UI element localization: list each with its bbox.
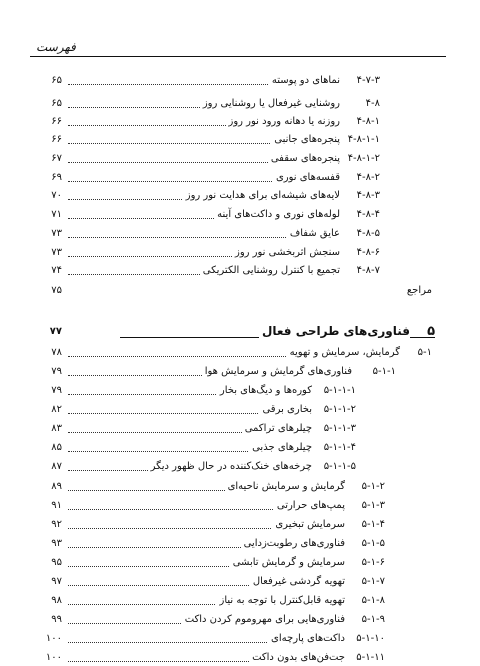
page-number: ۹۷ (51, 576, 62, 587)
section-number: ۵-۱-۱-۵ (323, 461, 356, 472)
page-number: ۷۳ (51, 247, 62, 258)
toc-row (0, 458, 480, 475)
section-number: ۴-۷-۳ (356, 75, 380, 86)
page-number: ۷۷ (49, 326, 62, 337)
section-number: ۵-۱-۱۱ (356, 652, 385, 663)
section-title: فناوری‌های طراحی فعال (259, 323, 410, 340)
toc-row (0, 478, 480, 495)
page-number: ۸۵ (51, 442, 62, 453)
section-title: گرمایش، سرمایش و تهویه (287, 344, 400, 361)
section-title: سنجش اثربخشی نور روز (232, 244, 340, 261)
section-title: روشنایی غیرفعال یا روشنایی روز (200, 95, 340, 112)
toc-row (0, 95, 480, 112)
section-number: ۵-۱ (417, 347, 432, 358)
toc-row (0, 225, 480, 242)
page-number: ۸۲ (51, 404, 62, 415)
toc-row (0, 150, 480, 167)
page-number: ۱۰۰ (45, 652, 62, 663)
toc-row (0, 649, 480, 666)
section-number: ۴-۸-۱ (356, 116, 380, 127)
section-title: تهویه قابل‌کنترل با توجه به نیاز (216, 592, 345, 609)
section-number: ۵-۱-۱ (372, 366, 396, 377)
toc-row (0, 554, 480, 571)
section-number: ۴-۸-۲ (356, 172, 380, 183)
page-number: ۶۶ (51, 116, 62, 127)
page-number: ۸۷ (51, 461, 62, 472)
section-number: ۵-۱-۱۰ (356, 633, 385, 644)
section-number: ۴-۸-۵ (356, 228, 380, 239)
section-number: ۴-۸-۱-۲ (347, 153, 380, 164)
page-number: ۹۸ (51, 595, 62, 606)
section-title: پمپ‌های حرارتی (274, 497, 345, 514)
header-rule (30, 56, 446, 57)
toc-row (0, 244, 480, 261)
section-number: ۴-۸-۴ (356, 209, 380, 220)
page-number: ۷۰ (51, 190, 62, 201)
toc-row (0, 573, 480, 590)
section-number: ۴-۸ (365, 98, 380, 109)
section-title: فناوری‌هایی برای مهروموم کردن داکت (182, 611, 345, 628)
section-title: پنجره‌های سقفی (268, 150, 340, 167)
toc-row (0, 497, 480, 514)
section-title: تجمیع با کنترل روشنایی الکتریکی (200, 262, 340, 279)
section-number: ۵-۱-۱-۱ (323, 385, 356, 396)
page-number: ۷۹ (51, 385, 62, 396)
section-title: فناوری‌های رطوبت‌زدایی (241, 535, 345, 552)
toc-row (0, 72, 480, 89)
section-title: نماهای دو پوسته (269, 72, 340, 89)
page-number: ۹۵ (51, 557, 62, 568)
section-number: ۵-۱-۵ (361, 538, 385, 549)
section-title: مراجع (404, 282, 432, 299)
section-title: روزنه یا دهانه ورود نور روز (226, 113, 340, 130)
section-number: ۵ (427, 324, 435, 339)
toc-row (0, 282, 480, 299)
toc-row (0, 592, 480, 609)
toc-row (0, 382, 480, 399)
page-number: ۹۱ (51, 500, 62, 511)
page-number: ۶۶ (51, 134, 62, 145)
section-title: جت‌فن‌های بدون داکت (249, 649, 345, 666)
section-title: لایه‌های شیشه‌ای برای هدایت نور روز (183, 187, 340, 204)
toc-row (0, 187, 480, 204)
page-number: ۶۷ (51, 153, 62, 164)
toc-row (0, 420, 480, 437)
page-number: ۹۹ (51, 614, 62, 625)
section-number: ۵-۱-۱-۴ (323, 442, 356, 453)
section-title: گرمایش و سرمایش ناحیه‌ای (225, 478, 345, 495)
toc-row (0, 113, 480, 130)
section-title: چیلرهای جذبی (249, 439, 312, 456)
toc-row (0, 401, 480, 418)
section-title: سرمایش و گرمایش تابشی (230, 554, 345, 571)
section-number: ۵-۱-۲ (361, 481, 385, 492)
section-number: ۵-۱-۶ (361, 557, 385, 568)
toc-row (0, 535, 480, 552)
page-number: ۷۴ (51, 265, 62, 276)
section-title: چرخه‌های خنک‌کننده در حال ظهور دیگر (148, 458, 312, 475)
toc-row (0, 363, 480, 380)
section-title: کوره‌ها و دیگ‌های بخار (217, 382, 312, 399)
section-number: ۵-۱-۹ (361, 614, 385, 625)
section-number: ۵-۱-۱-۳ (323, 423, 356, 434)
section-title: لوله‌های نوری و داکت‌های آینه (214, 206, 340, 223)
page-number: ۶۹ (51, 172, 62, 183)
section-title: فناوری‌های گرمایش و سرمایش هوا (202, 363, 352, 380)
section-number: ۵-۱-۱-۲ (323, 404, 356, 415)
page-number: ۷۵ (51, 285, 62, 296)
running-header: فهرست (36, 40, 76, 54)
toc-row (0, 630, 480, 647)
toc-row (0, 516, 480, 533)
page-number: ۷۸ (51, 347, 62, 358)
section-number: ۴-۸-۱-۱ (347, 134, 380, 145)
section-title: بخاری برقی (259, 401, 312, 418)
page-number: ۷۳ (51, 228, 62, 239)
page-number: ۸۳ (51, 423, 62, 434)
chapter-row (0, 323, 480, 340)
page-number: ۸۹ (51, 481, 62, 492)
page-number: ۹۲ (51, 519, 62, 530)
page-number: ۶۵ (51, 75, 62, 86)
section-title: چیلرهای تراکمی (242, 420, 312, 437)
section-title: عایق شفاف (287, 225, 340, 242)
section-title: داکت‌های پارچه‌ای (268, 630, 345, 647)
section-title: تهویه گردشی غیرفعال (250, 573, 345, 590)
page-number: ۱۰۰ (45, 633, 62, 644)
section-number: ۴-۸-۷ (356, 265, 380, 276)
section-number: ۴-۸-۳ (356, 190, 380, 201)
toc-row (0, 439, 480, 456)
page-number: ۷۹ (51, 366, 62, 377)
page-number: ۹۳ (51, 538, 62, 549)
section-title: قفسه‌های نوری (273, 169, 340, 186)
toc-row (0, 206, 480, 223)
section-title: سرمایش تبخیری (272, 516, 345, 533)
page-number: ۷۱ (51, 209, 62, 220)
section-number: ۵-۱-۸ (361, 595, 385, 606)
section-number: ۵-۱-۳ (361, 500, 385, 511)
section-title: پنجره‌های جانبی (271, 131, 340, 148)
toc-row (0, 611, 480, 628)
toc-row (0, 344, 480, 361)
section-number: ۴-۸-۶ (356, 247, 380, 258)
section-number: ۵-۱-۷ (361, 576, 385, 587)
page-number: ۶۵ (51, 98, 62, 109)
toc-row (0, 131, 480, 148)
toc-row (0, 169, 480, 186)
toc-row (0, 262, 480, 279)
section-number: ۵-۱-۴ (361, 519, 385, 530)
